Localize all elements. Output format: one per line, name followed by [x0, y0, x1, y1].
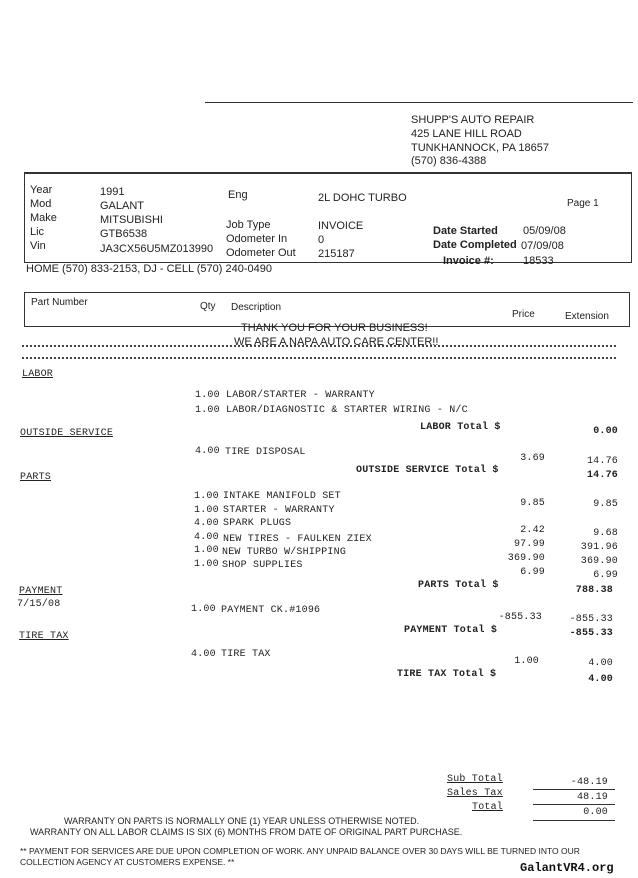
header-top-rule — [205, 102, 633, 103]
eng-label: Eng — [228, 189, 248, 201]
invoice-number: 18533 — [523, 255, 554, 267]
watermark-text: GalantVR4.org — [520, 861, 614, 875]
payment-total-label: PAYMENT Total $ — [404, 625, 498, 636]
parts-item-desc: STARTER - WARRANTY — [223, 505, 335, 516]
make-label: Make — [30, 212, 57, 224]
outside-total-value: 14.76 — [586, 470, 618, 481]
year-label: Year — [30, 184, 53, 196]
vin-label: Vin — [30, 240, 46, 252]
payment-item-ext: -855.33 — [569, 614, 613, 625]
odometer-out-label: Odometer Out — [226, 247, 296, 259]
parts-item-price: 2.42 — [520, 525, 545, 536]
year-value: 1991 — [100, 186, 125, 198]
lic-value: GTB6538 — [100, 228, 148, 240]
date-completed-label: Date Completed — [433, 239, 517, 251]
parts-item-price: 97.99 — [513, 539, 545, 550]
total-rule — [533, 820, 615, 821]
outside-total-label: OUTSIDE SERVICE Total $ — [356, 465, 499, 476]
jobtype-label: Job Type — [226, 219, 271, 231]
total-label: Total — [472, 802, 504, 813]
shop-name: SHUPP'S AUTO REPAIR — [411, 114, 535, 126]
odometer-in-label: Odometer In — [226, 233, 288, 245]
payment-terms-note: ** PAYMENT FOR SERVICES ARE DUE UPON COMPLETION OF WORK. ANY UNPAID BALANCE OVER 30 DAYS WILL BE TURNED INTO OUR — [20, 846, 580, 856]
parts-item-price: 6.99 — [520, 567, 545, 578]
payment-item-price: -855.33 — [498, 612, 542, 623]
mod-value: GALANT — [100, 200, 145, 212]
payment-date: 7/15/08 — [17, 599, 61, 610]
section-outside-service-title: OUTSIDE SERVICE — [20, 428, 114, 439]
payment-total-value: -855.33 — [569, 628, 613, 639]
date-started-value: 05/09/08 — [523, 225, 566, 237]
tiretax-item-ext: 4.00 — [588, 658, 613, 669]
section-tire-tax-title: TIRE TAX — [19, 631, 69, 642]
tiretax-item-desc: TIRE TAX — [221, 649, 271, 660]
col-part-number: Part Number — [31, 297, 88, 308]
col-qty: Qty — [200, 301, 216, 312]
date-started-label: Date Started — [433, 225, 498, 237]
parts-item-ext: 369.90 — [580, 556, 618, 567]
parts-item-price: 9.85 — [520, 498, 545, 509]
lic-label: Lic — [30, 226, 45, 238]
col-description: Description — [231, 302, 282, 313]
section-labor-title: LABOR — [22, 369, 54, 380]
col-extension: Extension — [565, 311, 609, 322]
shop-phone: (570) 836-4388 — [411, 155, 487, 167]
parts-item-ext: 391.96 — [580, 542, 618, 553]
shop-address: 425 LANE HILL ROAD — [411, 128, 522, 140]
parts-item-qty: 4.00 — [194, 518, 219, 529]
parts-item-qty: 1.00 — [194, 491, 219, 502]
odometer-out-value: 215187 — [318, 248, 355, 260]
col-price: Price — [512, 309, 535, 320]
subtotal-label: Sub Total — [447, 774, 503, 785]
parts-item-ext: 9.68 — [593, 528, 618, 539]
tiretax-total-value: 4.00 — [588, 674, 613, 685]
parts-item-desc: NEW TURBO W/SHIPPING — [222, 547, 347, 558]
payment-item-qty: 1.00 — [191, 604, 216, 615]
page-number: Page 1 — [567, 198, 599, 209]
napa-line: WE ARE A NAPA AUTO CARE CENTER!! — [234, 336, 439, 348]
labor-item-desc: LABOR/DIAGNOSTIC & STARTER WIRING - N/C — [226, 405, 468, 416]
sales-tax-label: Sales Tax — [447, 788, 503, 799]
parts-total-value: 788.38 — [575, 585, 613, 596]
labor-item-desc: LABOR/STARTER - WARRANTY — [226, 390, 375, 401]
section-parts-title: PARTS — [20, 472, 52, 483]
tiretax-total-label: TIRE TAX Total $ — [397, 669, 497, 680]
outside-item-qty: 4.00 — [195, 446, 220, 457]
parts-item-ext: 9.85 — [593, 499, 618, 510]
warranty-parts-note: WARRANTY ON PARTS IS NORMALLY ONE (1) YEAR UNLESS OTHERWISE NOTED. — [64, 816, 420, 826]
odometer-in-value: 0 — [318, 234, 325, 246]
labor-total-value: 0.00 — [593, 426, 618, 437]
separator-top — [22, 345, 616, 347]
outside-item-desc: TIRE DISPOSAL — [225, 447, 306, 458]
thank-you-line: THANK YOU FOR YOUR BUSINESS! — [241, 322, 428, 334]
invoice-label: Invoice #: — [443, 255, 494, 267]
outside-item-ext: 14.76 — [586, 456, 618, 467]
subtotal-rule — [533, 789, 615, 790]
parts-item-qty: 1.00 — [194, 559, 219, 570]
total-value: 0.00 — [583, 807, 608, 818]
warranty-labor-note: WARRANTY ON ALL LABOR CLAIMS IS SIX (6) MONTHS FROM DATE OF ORIGINAL PART PURCHASE. — [30, 827, 463, 837]
labor-total-label: LABOR Total $ — [420, 422, 501, 433]
outside-item-price: 3.69 — [520, 453, 545, 464]
payment-item-desc: PAYMENT CK.#1096 — [221, 605, 321, 616]
mod-label: Mod — [30, 198, 52, 210]
parts-item-qty: 1.00 — [194, 545, 219, 556]
customer-contact: HOME (570) 833-2153, DJ - CELL (570) 240-0490 — [26, 263, 272, 275]
parts-item-qty: 4.00 — [194, 532, 219, 543]
sales-tax-value: 48.19 — [576, 792, 608, 803]
eng-value: 2L DOHC TURBO — [318, 192, 407, 204]
vin-value: JA3CX56U5MZ013990 — [100, 243, 214, 255]
separator-bottom — [22, 357, 616, 359]
parts-item-desc: SPARK PLUGS — [223, 518, 292, 529]
parts-item-desc: INTAKE MANIFOLD SET — [223, 491, 341, 502]
parts-item-qty: 1.00 — [194, 505, 219, 516]
date-completed-value: 07/09/08 — [521, 240, 564, 252]
parts-item-desc: SHOP SUPPLIES — [222, 560, 303, 571]
labor-item-qty: 1.00 — [195, 405, 220, 416]
parts-item-desc: NEW TIRES - FAULKEN ZIEX — [223, 534, 372, 545]
subtotal-value: -48.19 — [570, 777, 608, 788]
tiretax-item-price: 1.00 — [514, 656, 539, 667]
parts-total-label: PARTS Total $ — [418, 580, 499, 591]
labor-item-qty: 1.00 — [195, 390, 220, 401]
parts-item-ext: 6.99 — [593, 570, 618, 581]
parts-item-price: 369.90 — [507, 553, 545, 564]
jobtype-value: INVOICE — [318, 220, 364, 232]
shop-city: TUNKHANNOCK, PA 18657 — [411, 142, 549, 154]
sales-tax-rule — [533, 804, 615, 805]
collection-note: COLLECTION AGENCY AT CUSTOMERS EXPENSE. ** — [20, 857, 235, 867]
make-value: MITSUBISHI — [100, 214, 163, 226]
tiretax-item-qty: 4.00 — [191, 649, 216, 660]
section-payment-title: PAYMENT — [19, 586, 63, 597]
